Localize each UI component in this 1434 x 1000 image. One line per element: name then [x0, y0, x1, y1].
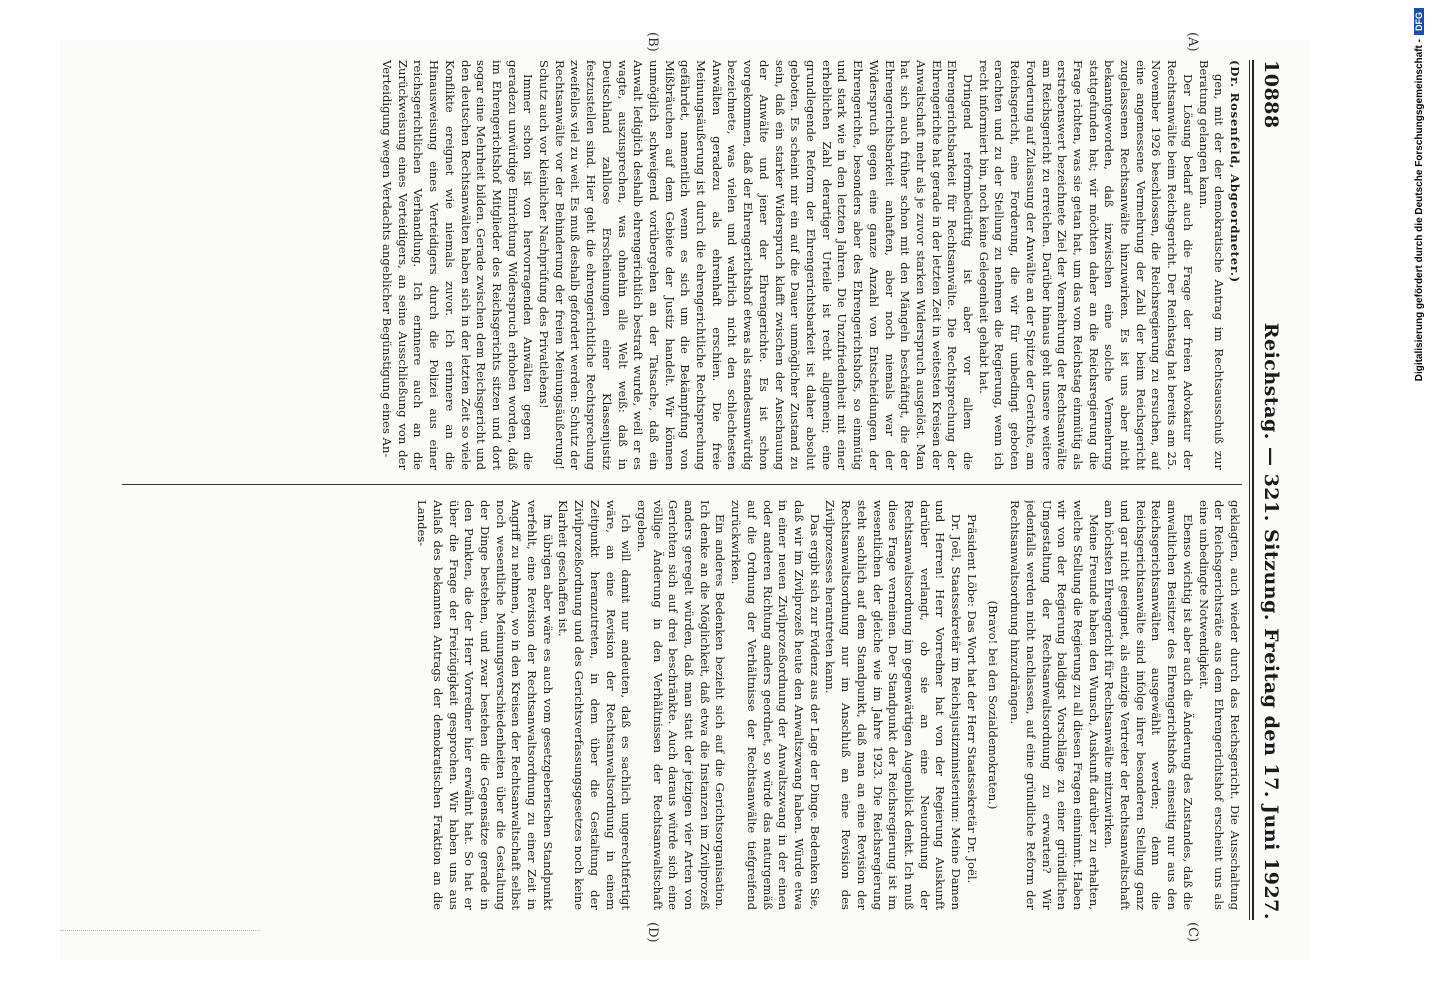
speaker-line — [1226, 60, 1242, 470]
rotated-document — [110, 32, 1300, 943]
right-column — [122, 500, 1242, 910]
page-header — [1260, 60, 1300, 920]
margin-mark-b: (B) — [645, 32, 660, 52]
paragraph: Dr. Joël, Staatssekretär im Reichsjustizministerium: Meine Damen und Herren! Herr Vorredner hat von der Regierung Auskunft darüber verlangt, ob sie an eine Neuordnung der Rechtsanwaltsordnung im gegenwärtigen Augenblick denkt. Ich muß diese Frage verneinen. Der Standpunkt der Reichsregierung ist im wesentlichen der gleiche wie im Jahre 1923. Die Reichsregierung steht sachlich auf dem Standpunkt, daß man an eine Revision der Rechtsanwaltsordnung nur im Anschluß an eine Revision des Zivilprozesses herantreten kann. — [823, 500, 964, 910]
paragraph: Ebenso wichtig ist aber auch die Änderung des Zustandes, daß die anwaltlichen Beisitzer des Ehrengerichtshofs einseitig nur aus den Reichsgerichtsanwälten ausgewählt werden; denn die Reichsgerichtsanwälte sind infolge ihrer besonderen Stellung ganz und gar nicht geeignet, als einzige Vertreter der Rechtsanwaltschaft am höchsten Ehrengericht für Rechtsanwälte mitzuwirken. — [1102, 500, 1195, 910]
margin-mark-d: (D) — [645, 922, 660, 943]
paragraph: geklagten, auch wieder durch das Reichsgericht. Die Ausschaltung der Reichsgerichtsräte aus dem Ehrengerichtshof erscheint uns als eine unbedingte Notwendigkeit. — [1196, 500, 1242, 910]
digitization-watermark — [1408, 8, 1430, 998]
margin-mark-a: (A) — [1185, 32, 1200, 52]
paragraph: Im übrigen aber wäre es auch vom gesetzgeberischen Standpunkt verfehlt, eine Revision der Rechtsanwaltsordnung zu einer Zeit in Angriff zu nehmen, wo in den Kreisen der Rechtsanwaltschaft selbst noch wesentliche Meinungsverschiedenheiten über die Gestaltung der Dinge bestehen, und zwar bestehen die Gegensätze gerade in den Punkten, die der Herr Vorredner hier erwähnt hat. So hat er über die Frage der Freizügigkeit gesprochen. Wir haben uns aus Anlaß des bekannten Antrags der demokratischen Fraktion an die Landes- — [415, 500, 555, 910]
paragraph: Der Lösung bedarf auch die Frage der freien Advokatur der Rechtsanwälte beim Reichsgericht. Der Reichstag hat bereits am 25. November 1926 beschlossen, die Reichsregierung zu ersuchen, auf eine angemessene Vermehrung der Zahl der beim Reichsgericht zugelassenen Rechtsanwälte hinzuwirken. Es ist uns aber nicht bekanntgeworden, daß inzwischen eine solche Vermehrung stattgefunden hat; wir möchten daher an die Reichsregierung die Frage richten, was sie getan hat, um das vom Reichstag einmütig als erstrebenswert bezeichnete Ziel der Vermehrung der Rechtsanwälte am Reichsgericht zu erreichen. Darüber hinaus geht unsere weitere Forderung auf Zulassung der Anwälte an der Spitze der Gerichte, am Reichsgericht, eine Forderung, die wir für unbedingt geboten erachten und zu der Stellung zu nehmen die Regierung, wenn ich recht informiert bin, noch keine Gelegenheit gehabt hat. — [976, 60, 1195, 470]
paragraph: Meine Freunde haben den Wunsch, Auskunft darüber zu erhalten, welche Stellung die Regierung zu all diesen Fragen einnimmt. Haben wir von der Regierung baldigst Vorschläge zu einer gründlichen Umgestaltung der Rechtsanwaltsordnung zu erwarten? Wir jedenfalls werden nicht nachlassen, auf eine gründliche Reform der Rechtsanwaltsordnung hinzudrängen. — [1008, 500, 1101, 910]
interjection: (Bravo! bei den Sozialdemokraten.) — [986, 600, 1001, 810]
watermark-text: Digitalisierung gefördert durch die Deutsche Forschungsgemeinschaft - — [1413, 39, 1425, 382]
paragraph: Dringend reformbedürftig ist aber vor allem die Ehrengerichtsbarkeit für Rechtsanwälte. Die Rechtsprechung der Ehrengerichte hat gerade in der letzten Zeit in weitesten Kreisen der Anwaltschaft mehr als je zuvor starken Widerspruch ausgelöst. Man hat sich auch früher schon mit den Mängeln beschäftigt, die der Ehrengerichtsbarkeit anhaften, aber noch niemals war der Widerspruch gegen eine ganze Anzahl von Entscheidungen der Ehrengerichte, besonders aber des Ehrengerichtshofs, so einmütig und stark wie in den letzten Jahren. Die Unzufriedenheit mit einer erheblichen Zahl derartiger Urteile ist recht allgemein; eine grundlegende Reform der Ehrengerichtsbarkeit ist daher absolut geboten. Es scheint mir ein auf die Dauer unmöglicher Zustand zu sein, daß ein starker Widerspruch klafft zwischen der Anschauung der Anwälte und jener der Ehrengerichte. Es ist schon vorgekommen, daß der Ehrengerichtshof etwas als standesunwürdig bezeichnete, was vielen und wahrlich nicht den schlechtesten Anwälten geradezu als ehrenhaft erschien. Die freie Meinungsäußerung ist durch die ehrengerichtliche Rechtsprechung gefährdet, namentlich wenn es sich um die Bekämpfung von Mißbräuchen auf dem Gebiete der Justiz handelt. Wir können unmöglich schweigend vorübergehen an der Tatsache, daß ein Anwalt lediglich deshalb ehrengerichtlich bestraft wurde, weil er es wagte, auszusprechen, was ohnehin alle Welt weiß: daß in Deutschland zahllose Erscheinungen einer Klassenjustiz festzustellen sind. Hier geht die ehrengerichtliche Rechtsprechung zweifellos viel zu weit. Es muß deshalb gefordert werden: Schutz der Rechtsanwälte vor der Behinderung der freien Meinungsäußerung! Schutz auch vor kleinlicher Nachprüfung des Privatlebens! — [537, 60, 976, 470]
header-rule — [1252, 60, 1254, 920]
header-rule-thin — [1249, 60, 1250, 920]
column-divider — [122, 484, 1242, 485]
paragraph: Ein anderes Bedenken bezieht sich auf die Gerichtsorganisation. Ich denke an die Möglichkeit, daß etwa die Instanzen im Zivilprozeß anders geregelt würden, daß man statt der jetzigen vier Arten von Gerichten sich auf drei beschränkte. Auch daraus würde sich eine völlige Änderung in den Verhältnissen der Rechtsanwaltschaft ergeben. — [634, 500, 728, 910]
dfg-logo: DFG — [1414, 8, 1424, 35]
left-column — [122, 60, 1242, 470]
paragraph: gen, mit der der demokratische Antrag im Rechtsausschuß zur Beratung gelangen kann. — [1196, 60, 1227, 470]
scanned-page — [60, 32, 1310, 960]
page-title: Reichstag. — 321. Sitzung. Freitag den 17. Juni 1927. — [1260, 322, 1282, 920]
paragraph: Präsident Löbe: Das Wort hat der Herr Staatssekretär Dr. Joël. — [964, 514, 979, 884]
paragraph: Das ergibt sich zur Evidenz aus der Lage der Dinge. Bedenken Sie, daß wir im Zivilprozeß heute den Anwaltszwang haben. Würde etwa in einer neuen Zivilprozeßordnung der Anwaltszwang in der einen oder anderen Richtung anders geordnet, so würde das naturgemäß auf die Ordnung der Verhältnisse der Rechtsanwälte tiefgreifend zurückwirken. — [729, 500, 822, 910]
paragraph: Ich will damit nur andeuten, daß es sachlich ungerechtfertigt wäre, an eine Revision der Rechtsanwaltsordnung in einem Zeitpunkt heranzutreten, in dem über die Gestaltung der Zivilprozeßordnung und des Gerichtsverfassungsgesetzes noch keine Klarheit geschaffen ist. — [556, 500, 634, 910]
paragraph: Immer schon ist von hervorragenden Anwälten gegen die geradezu unwürdige Einrichtung Widerspruch erhoben worden, daß im Ehrengerichtshof Mitglieder des Reichsgerichts sitzen und dort sogar eine Mehrheit bilden. Gerade zwischen dem Reichsgericht und den deutschen Rechtsanwälten haben sich in der letzten Zeit so viele Konflikte ereignet wie niemals zuvor. Ich erinnere an die Hinausweisung eines Verteidigers durch die Polizei aus einer reichsgerichtlichen Verhandlung. Ich erinnere auch an die Zurückweisung eines Verteidigers, an seine Ausschließung von der Verteidigung wegen Verdachts angeblicher Begünstigung eines An- — [380, 60, 536, 470]
scan-noise — [60, 930, 260, 935]
page-number: 10888 — [1260, 60, 1282, 129]
speaker-name: (Dr. Rosenfeld, Abgeordneter.) — [1228, 60, 1242, 283]
margin-mark-c: (C) — [1185, 922, 1200, 943]
